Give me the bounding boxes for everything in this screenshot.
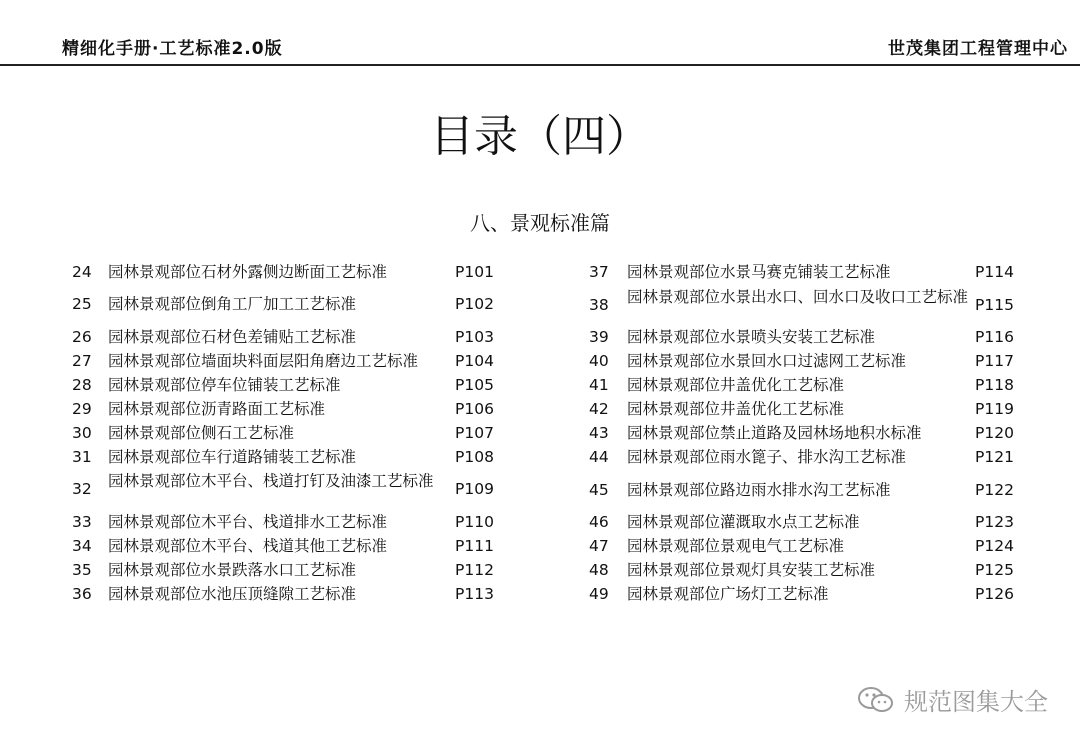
toc-entry-name: 园林景观部位石材外露侧边断面工艺标准 bbox=[108, 263, 388, 281]
toc-entry-num: 38 bbox=[589, 296, 609, 314]
toc-entry-num: 26 bbox=[72, 328, 92, 346]
toc-entry-page: P117 bbox=[975, 352, 1014, 370]
toc-entry-name: 园林景观部位侧石工艺标准 bbox=[108, 424, 295, 442]
toc-entry-name: 园林景观部位木平台、栈道打钉及油漆工艺标准 bbox=[108, 472, 434, 490]
watermark-text: 规范图集大全 bbox=[904, 688, 1048, 716]
toc-entry-num: 36 bbox=[72, 585, 92, 603]
toc-entry-page: P102 bbox=[455, 295, 494, 313]
toc-entry-name: 园林景观部位景观灯具安装工艺标准 bbox=[627, 561, 876, 579]
toc-entry-num: 34 bbox=[72, 537, 92, 555]
header-divider bbox=[0, 64, 1080, 66]
toc-entry-name: 园林景观部位沥青路面工艺标准 bbox=[108, 400, 326, 418]
toc-entry-num: 45 bbox=[589, 481, 609, 499]
toc-entry-name: 园林景观部位广场灯工艺标准 bbox=[627, 585, 829, 603]
toc-entry-name: 园林景观部位木平台、栈道排水工艺标准 bbox=[108, 513, 388, 531]
toc-entry-num: 42 bbox=[589, 400, 609, 418]
toc-entry-page: P124 bbox=[975, 537, 1014, 555]
toc-entry-num: 30 bbox=[72, 424, 92, 442]
toc-entry-num: 37 bbox=[589, 263, 609, 281]
toc-entry-page: P114 bbox=[975, 263, 1014, 281]
toc-entry-page: P112 bbox=[455, 561, 494, 579]
toc-entry-name: 园林景观部位车行道路铺装工艺标准 bbox=[108, 448, 357, 466]
toc-entry-num: 28 bbox=[72, 376, 92, 394]
toc-entry-name: 园林景观部位倒角工厂加工工艺标准 bbox=[108, 295, 357, 313]
toc-entry-num: 46 bbox=[589, 513, 609, 531]
toc-entry-num: 47 bbox=[589, 537, 609, 555]
page-title: 目录（四） bbox=[430, 111, 650, 162]
toc-entry-name: 园林景观部位路边雨水排水沟工艺标准 bbox=[627, 481, 891, 499]
toc-entry-page: P101 bbox=[455, 263, 494, 281]
wechat-icon bbox=[856, 685, 896, 715]
toc-entry-name: 园林景观部位木平台、栈道其他工艺标准 bbox=[108, 537, 388, 555]
toc-entry-num: 24 bbox=[72, 263, 92, 281]
toc-entry-num: 43 bbox=[589, 424, 609, 442]
toc-entry-page: P110 bbox=[455, 513, 494, 531]
toc-entry-num: 31 bbox=[72, 448, 92, 466]
toc-entry-name: 园林景观部位禁止道路及园林场地积水标准 bbox=[627, 424, 922, 442]
toc-entry-num: 29 bbox=[72, 400, 92, 418]
toc-entry-num: 39 bbox=[589, 328, 609, 346]
toc-entry-num: 49 bbox=[589, 585, 609, 603]
toc-entry-num: 32 bbox=[72, 480, 92, 498]
toc-entry-page: P103 bbox=[455, 328, 494, 346]
toc-entry-page: P126 bbox=[975, 585, 1014, 603]
toc-entry-name: 园林景观部位灌溉取水点工艺标准 bbox=[627, 513, 860, 531]
toc-entry-page: P125 bbox=[975, 561, 1014, 579]
toc-entry-page: P115 bbox=[975, 296, 1014, 314]
toc-entry-num: 48 bbox=[589, 561, 609, 579]
toc-entry-num: 33 bbox=[72, 513, 92, 531]
toc-entry-page: P116 bbox=[975, 328, 1014, 346]
toc-entry-name: 园林景观部位墙面块料面层阳角磨边工艺标准 bbox=[108, 352, 419, 370]
toc-entry-name: 园林景观部位石材色差铺贴工艺标准 bbox=[108, 328, 357, 346]
toc-entry-name: 园林景观部位水景跌落水口工艺标准 bbox=[108, 561, 357, 579]
toc-entry-name: 园林景观部位水景马赛克铺装工艺标准 bbox=[627, 263, 891, 281]
toc-entry-num: 41 bbox=[589, 376, 609, 394]
toc-entry-page: P113 bbox=[455, 585, 494, 603]
toc-entry-page: P104 bbox=[455, 352, 494, 370]
toc-entry-name: 园林景观部位水景出水口、回水口及收口工艺标准 bbox=[627, 288, 969, 306]
toc-entry-name: 园林景观部位井盖优化工艺标准 bbox=[627, 400, 845, 418]
watermark bbox=[856, 682, 1048, 717]
toc-entry-name: 园林景观部位停车位铺装工艺标准 bbox=[108, 376, 341, 394]
toc-entry-name: 园林景观部位雨水篦子、排水沟工艺标准 bbox=[627, 448, 907, 466]
toc-entry-page: P120 bbox=[975, 424, 1014, 442]
toc-entry-num: 35 bbox=[72, 561, 92, 579]
toc-entry-page: P109 bbox=[455, 480, 494, 498]
toc-entry-num: 40 bbox=[589, 352, 609, 370]
toc-entry-page: P111 bbox=[455, 537, 494, 555]
toc-entry-name: 园林景观部位井盖优化工艺标准 bbox=[627, 376, 845, 394]
header-left-title: 精细化手册·工艺标准2.0版 bbox=[62, 39, 283, 59]
toc-entry-page: P119 bbox=[975, 400, 1014, 418]
toc-entry-num: 44 bbox=[589, 448, 609, 466]
toc-entry-name: 园林景观部位水景回水口过滤网工艺标准 bbox=[627, 352, 907, 370]
toc-entry-page: P123 bbox=[975, 513, 1014, 531]
toc-entry-page: P122 bbox=[975, 481, 1014, 499]
toc-entry-name: 园林景观部位水池压顶缝隙工艺标准 bbox=[108, 585, 357, 603]
toc-entry-num: 27 bbox=[72, 352, 92, 370]
toc-entry-page: P121 bbox=[975, 448, 1014, 466]
toc-entry-page: P107 bbox=[455, 424, 494, 442]
toc-entry-page: P106 bbox=[455, 400, 494, 418]
toc-entry-name: 园林景观部位水景喷头安装工艺标准 bbox=[627, 328, 876, 346]
toc-entry-num: 25 bbox=[72, 295, 92, 313]
toc-entry-name: 园林景观部位景观电气工艺标准 bbox=[627, 537, 845, 555]
toc-entry-page: P118 bbox=[975, 376, 1014, 394]
toc-entry-page: P105 bbox=[455, 376, 494, 394]
toc-entry-page: P108 bbox=[455, 448, 494, 466]
header-right-title: 世茂集团工程管理中心 bbox=[888, 39, 1068, 59]
section-title: 八、景观标准篇 bbox=[470, 211, 610, 235]
